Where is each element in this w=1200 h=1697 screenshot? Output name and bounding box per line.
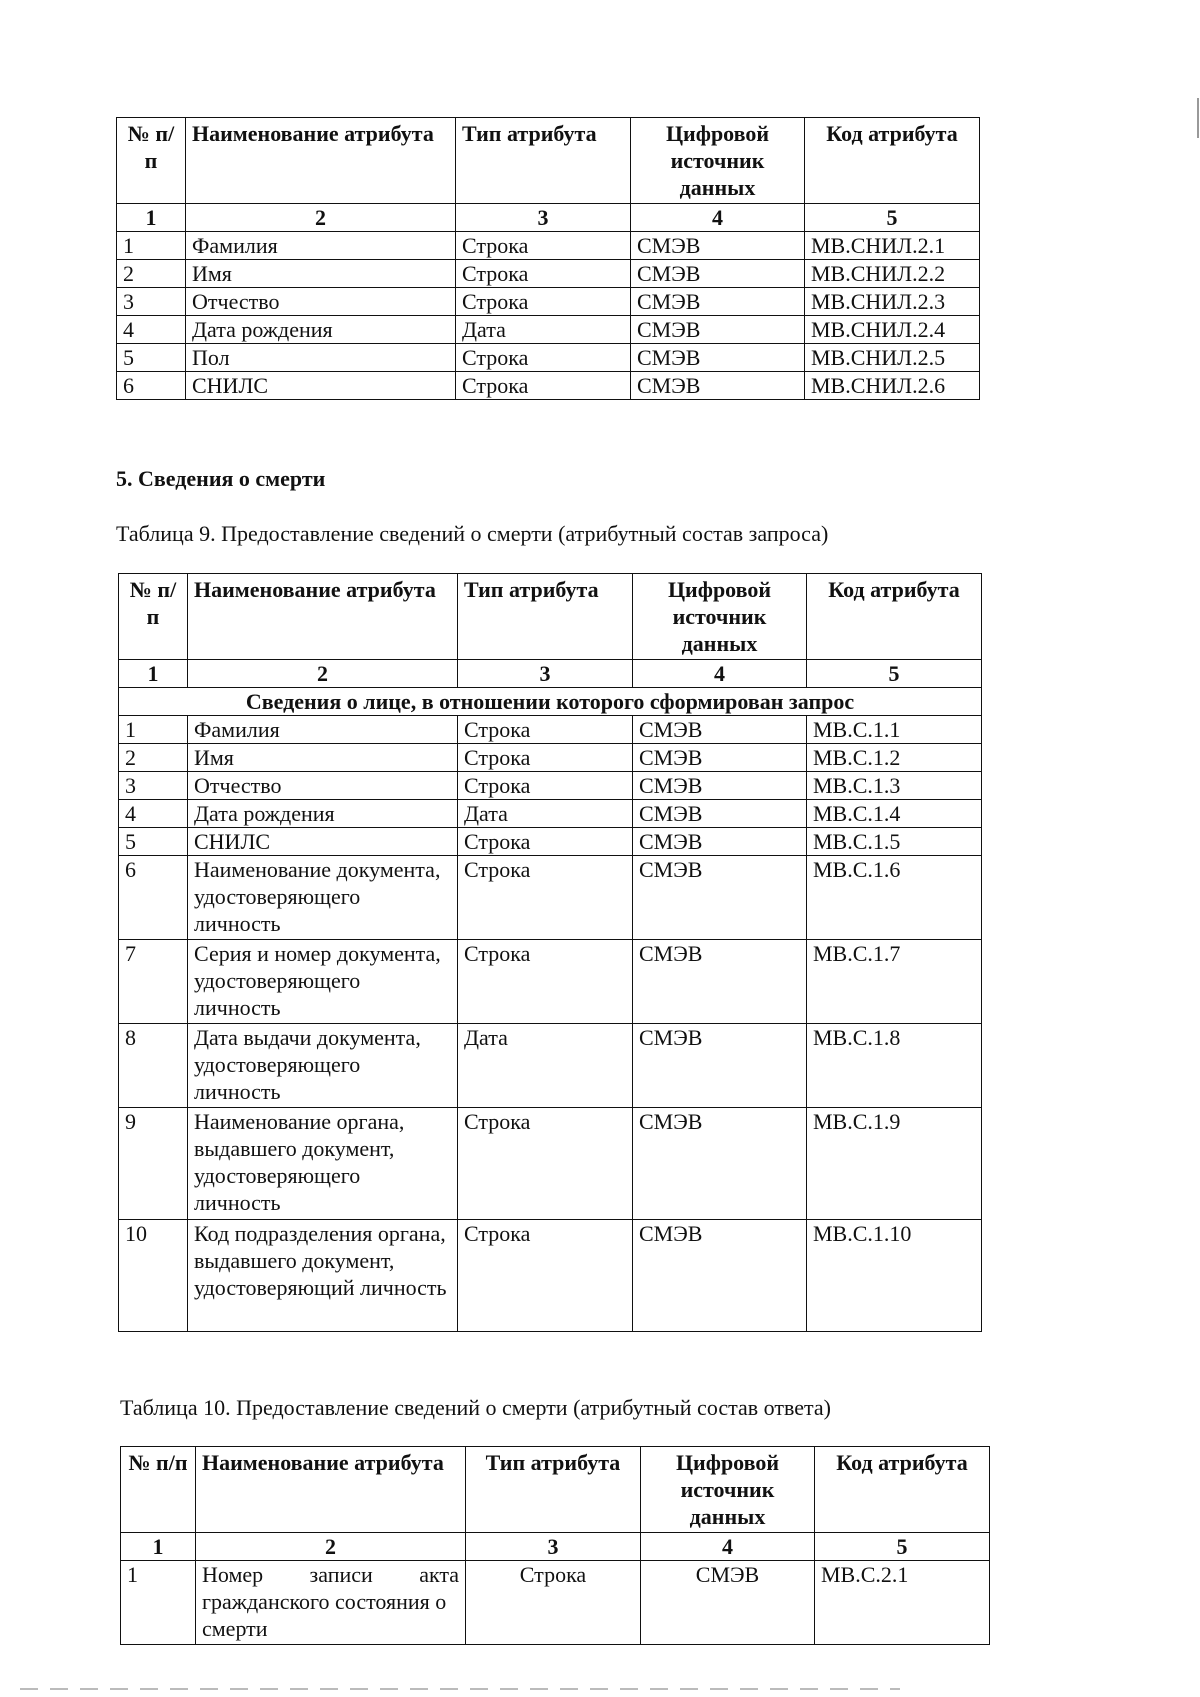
column-header-code: Код атрибута xyxy=(807,574,982,660)
row-number: 2 xyxy=(117,260,186,288)
attribute-type: Строка xyxy=(458,744,633,772)
column-header-source: Цифровой источник данных xyxy=(641,1447,815,1533)
attribute-source: СМЭВ xyxy=(631,372,805,400)
attribute-source: СМЭВ xyxy=(641,1561,815,1645)
table-header-row xyxy=(117,118,980,204)
attribute-type: Строка xyxy=(456,372,631,400)
attribute-type: Строка xyxy=(456,288,631,316)
column-number: 4 xyxy=(633,660,807,688)
attribute-source: СМЭВ xyxy=(633,1220,807,1332)
column-header-source: Цифровой источник данных xyxy=(633,574,807,660)
attribute-type: Строка xyxy=(466,1561,641,1645)
table-10-caption: Таблица 10. Предоставление сведений о смерти (атрибутный состав ответа) xyxy=(120,1395,831,1420)
column-number: 2 xyxy=(186,204,456,232)
attribute-source: СМЭВ xyxy=(633,800,807,828)
row-number: 6 xyxy=(117,372,186,400)
attribute-code: МВ.С.2.1 xyxy=(815,1561,990,1645)
column-number: 5 xyxy=(805,204,980,232)
attribute-source: СМЭВ xyxy=(631,232,805,260)
table-row xyxy=(117,260,980,288)
column-number-row xyxy=(119,660,982,688)
table-row xyxy=(117,232,980,260)
attribute-name: Отчество xyxy=(188,772,458,800)
table-header-row xyxy=(119,574,982,660)
attribute-code: МВ.С.1.6 xyxy=(807,856,982,940)
column-number-row xyxy=(121,1533,990,1561)
section-row-label: Сведения о лице, в отношении которого сформирован запрос xyxy=(119,688,982,716)
attribute-type: Строка xyxy=(458,828,633,856)
attribute-code: МВ.С.1.10 xyxy=(807,1220,982,1332)
attribute-code: МВ.С.1.5 xyxy=(807,828,982,856)
row-number: 10 xyxy=(119,1220,188,1332)
attribute-source: СМЭВ xyxy=(633,716,807,744)
column-number: 2 xyxy=(196,1533,466,1561)
column-header-code: Код атрибута xyxy=(805,118,980,204)
table-row xyxy=(117,288,980,316)
attribute-name: СНИЛС xyxy=(188,828,458,856)
attribute-code: МВ.С.1.4 xyxy=(807,800,982,828)
column-number: 4 xyxy=(631,204,805,232)
column-number: 5 xyxy=(807,660,982,688)
row-number: 4 xyxy=(119,800,188,828)
attribute-name xyxy=(196,1561,466,1645)
attribute-code: МВ.СНИЛ.2.2 xyxy=(805,260,980,288)
section-heading: 5. Сведения о смерти xyxy=(116,466,326,491)
column-header-name: Наименование атрибута xyxy=(196,1447,466,1533)
attribute-code: МВ.С.1.2 xyxy=(807,744,982,772)
row-number: 8 xyxy=(119,1024,188,1108)
row-number: 5 xyxy=(117,344,186,372)
attribute-code: МВ.С.1.9 xyxy=(807,1108,982,1220)
attribute-source: СМЭВ xyxy=(631,260,805,288)
attribute-type: Строка xyxy=(458,1108,633,1220)
attribute-type: Строка xyxy=(456,344,631,372)
attribute-code: МВ.С.1.1 xyxy=(807,716,982,744)
attribute-code: МВ.СНИЛ.2.5 xyxy=(805,344,980,372)
column-number: 4 xyxy=(641,1533,815,1561)
attribute-source: СМЭВ xyxy=(633,744,807,772)
table-row xyxy=(119,828,982,856)
attribute-source: СМЭВ xyxy=(633,1108,807,1220)
attribute-code: МВ.СНИЛ.2.3 xyxy=(805,288,980,316)
attribute-code: МВ.СНИЛ.2.6 xyxy=(805,372,980,400)
table-header-row xyxy=(121,1447,990,1533)
attribute-name: Фамилия xyxy=(186,232,456,260)
attribute-type: Дата xyxy=(458,800,633,828)
attribute-type: Строка xyxy=(456,260,631,288)
attribute-type: Строка xyxy=(458,716,633,744)
attribute-type: Строка xyxy=(458,1220,633,1332)
attribute-name: Отчество xyxy=(186,288,456,316)
attribute-source: СМЭВ xyxy=(633,940,807,1024)
column-number: 1 xyxy=(121,1533,196,1561)
column-number: 3 xyxy=(466,1533,641,1561)
attribute-source: СМЭВ xyxy=(633,1024,807,1108)
row-number: 1 xyxy=(121,1561,196,1645)
table-9-caption: Таблица 9. Предоставление сведений о смерти (атрибутный состав запроса) xyxy=(116,521,829,546)
row-number: 7 xyxy=(119,940,188,1024)
attribute-name: Пол xyxy=(186,344,456,372)
column-number-row xyxy=(117,204,980,232)
attribute-name: Серия и номер документа, удостоверяющего личность xyxy=(188,940,458,1024)
table-row xyxy=(119,1024,982,1108)
table-section-row xyxy=(119,688,982,716)
column-header-type: Тип атрибута xyxy=(456,118,631,204)
scan-edge-mark xyxy=(1197,98,1199,138)
attribute-type: Строка xyxy=(458,856,633,940)
name-word: акта xyxy=(419,1562,459,1587)
attribute-source: СМЭВ xyxy=(631,288,805,316)
attribute-type: Строка xyxy=(458,772,633,800)
column-header-num: № п/п xyxy=(119,574,188,660)
table-row xyxy=(119,772,982,800)
row-number: 1 xyxy=(117,232,186,260)
snils-attributes-table xyxy=(116,117,980,400)
row-number: 5 xyxy=(119,828,188,856)
attribute-type: Дата xyxy=(456,316,631,344)
table-9 xyxy=(118,573,982,1332)
attribute-code: МВ.СНИЛ.2.1 xyxy=(805,232,980,260)
column-number: 1 xyxy=(117,204,186,232)
table-row xyxy=(119,1220,982,1332)
table-row xyxy=(117,344,980,372)
attribute-name: СНИЛС xyxy=(186,372,456,400)
column-number: 2 xyxy=(188,660,458,688)
row-number: 9 xyxy=(119,1108,188,1220)
column-header-type: Тип атрибута xyxy=(458,574,633,660)
column-number: 5 xyxy=(815,1533,990,1561)
column-header-num: № п/п xyxy=(121,1447,196,1533)
attribute-name: Код подразделения органа, выдавшего документ, удостоверяющий личность xyxy=(188,1220,458,1332)
attribute-source: СМЭВ xyxy=(631,316,805,344)
attribute-name: Фамилия xyxy=(188,716,458,744)
row-number: 2 xyxy=(119,744,188,772)
table-row xyxy=(119,1108,982,1220)
attribute-source: СМЭВ xyxy=(633,772,807,800)
attribute-code: МВ.С.1.8 xyxy=(807,1024,982,1108)
table-row xyxy=(121,1561,990,1645)
table-row xyxy=(119,716,982,744)
table-row xyxy=(119,800,982,828)
row-number: 6 xyxy=(119,856,188,940)
name-word: записи xyxy=(309,1562,373,1587)
attribute-type: Строка xyxy=(458,940,633,1024)
attribute-name: Дата рождения xyxy=(186,316,456,344)
table-row xyxy=(119,744,982,772)
column-number: 1 xyxy=(119,660,188,688)
attribute-name: Имя xyxy=(188,744,458,772)
scan-artifact-line xyxy=(20,1688,900,1690)
attribute-name: Наименование документа, удостоверяющего личность xyxy=(188,856,458,940)
table-row xyxy=(119,856,982,940)
attribute-code: МВ.СНИЛ.2.4 xyxy=(805,316,980,344)
column-number: 3 xyxy=(458,660,633,688)
table-row xyxy=(117,372,980,400)
column-header-type: Тип атрибута xyxy=(466,1447,641,1533)
attribute-source: СМЭВ xyxy=(631,344,805,372)
row-number: 3 xyxy=(117,288,186,316)
attribute-name: Дата выдачи документа, удостоверяющего личность xyxy=(188,1024,458,1108)
row-number: 3 xyxy=(119,772,188,800)
table-10 xyxy=(120,1446,990,1645)
row-number: 4 xyxy=(117,316,186,344)
table-row xyxy=(117,316,980,344)
column-header-name: Наименование атрибута xyxy=(188,574,458,660)
column-header-code: Код атрибута xyxy=(815,1447,990,1533)
attribute-code: МВ.С.1.7 xyxy=(807,940,982,1024)
attribute-source: СМЭВ xyxy=(633,828,807,856)
attribute-name: Наименование органа, выдавшего документ, удостоверяющего личность xyxy=(188,1108,458,1220)
column-header-source: Цифровой источник данных xyxy=(631,118,805,204)
attribute-name: Дата рождения xyxy=(188,800,458,828)
table-row xyxy=(119,940,982,1024)
attribute-source: СМЭВ xyxy=(633,856,807,940)
name-word: Номер xyxy=(202,1562,264,1587)
attribute-name: Имя xyxy=(186,260,456,288)
name-rest: гражданского состояния о смерти xyxy=(202,1589,447,1641)
column-header-num: № п/п xyxy=(117,118,186,204)
column-header-name: Наименование атрибута xyxy=(186,118,456,204)
attribute-type: Дата xyxy=(458,1024,633,1108)
attribute-code: МВ.С.1.3 xyxy=(807,772,982,800)
column-number: 3 xyxy=(456,204,631,232)
attribute-type: Строка xyxy=(456,232,631,260)
row-number: 1 xyxy=(119,716,188,744)
